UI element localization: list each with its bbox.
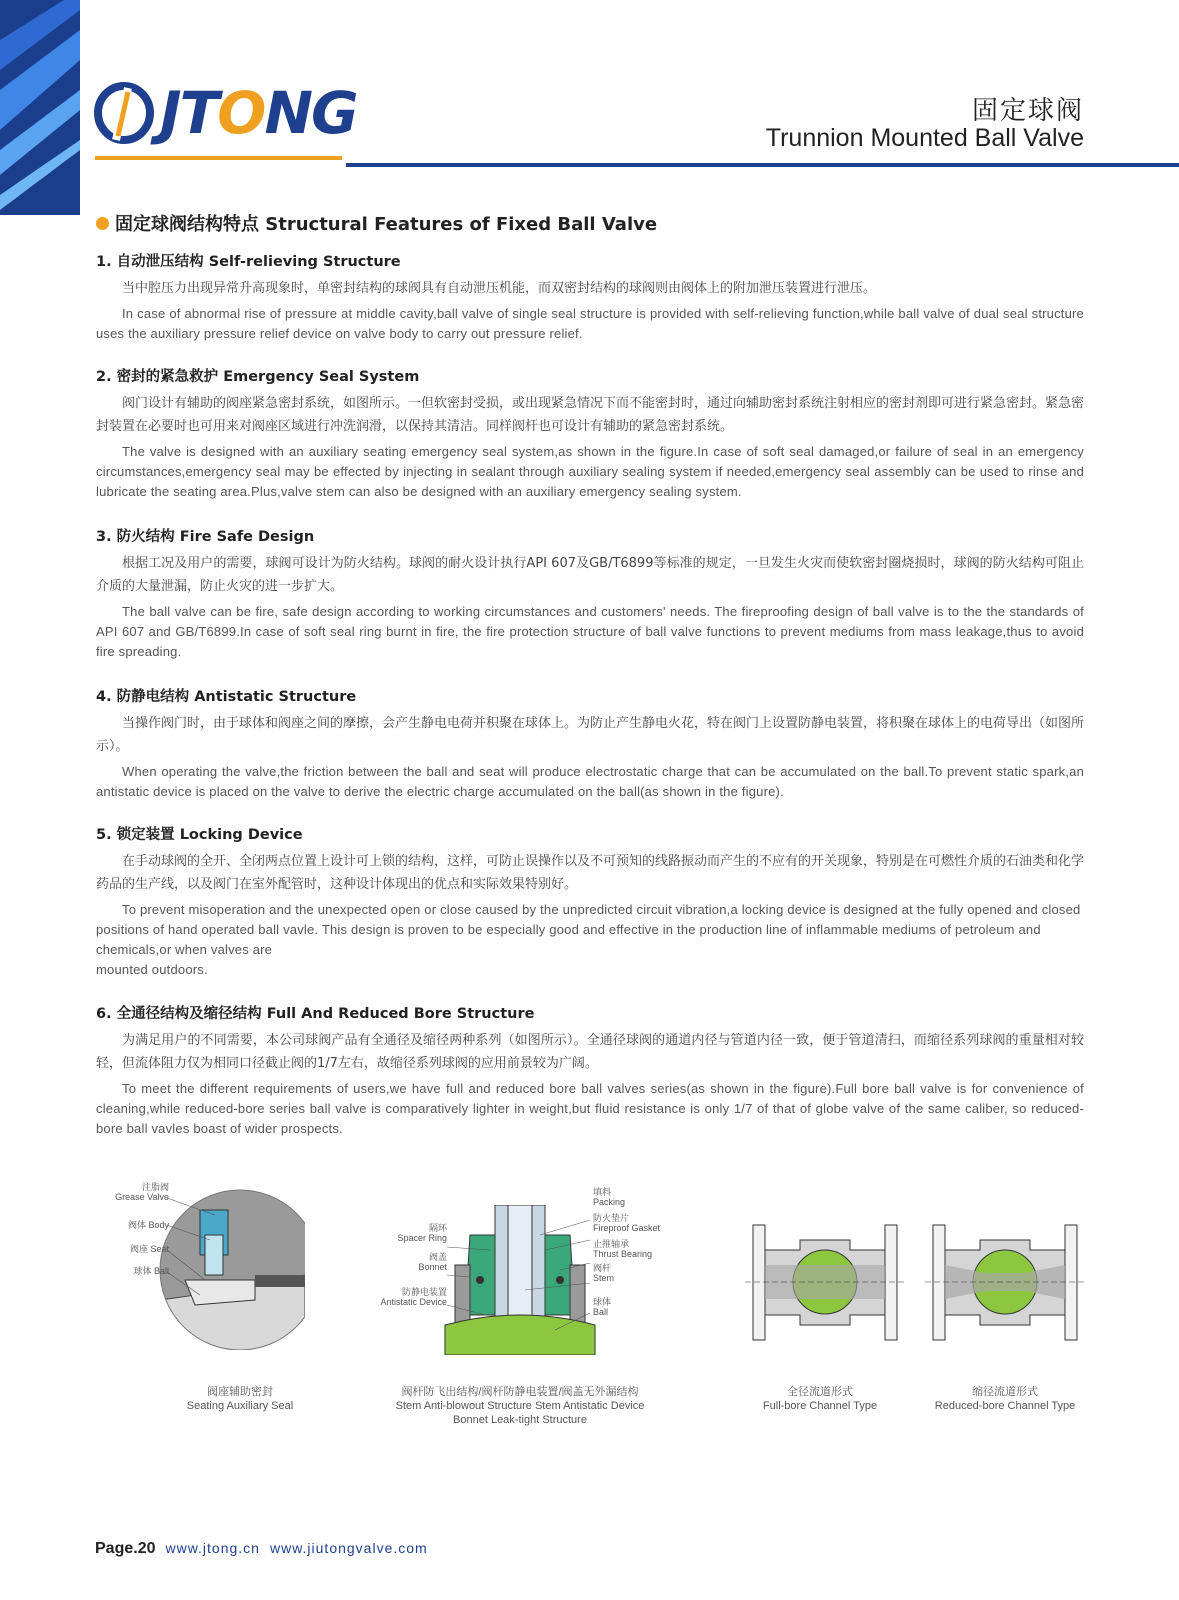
label-body: 阀体 Body — [127, 1220, 169, 1230]
section-text-cn: 阀门设计有辅助的阀座紧急密封系统，如图所示。一但软密封受损，或出现紧急情况下而不能密封时，通过向辅助密封系统注射相应的密封剂即可进行紧急密封。紧急密封装置在必要时也可用来对阀座区域进行冲洗润滑，以保持其清洁。同样阀杆也可设计有辅助的紧急密封系统。 — [96, 396, 1085, 434]
section-text-en: The ball valve can be fire, safe design according to working circumstances and customers' needs. The fireproofing design of ball valve is to the the standards of API 607 and GB/T6899.In case of soft seal ring burnt in fire, the fire protection structure of ball valve functions to prevent mediums from mass leakage,thus to avoid fire spreading. — [96, 604, 1084, 659]
figure-seat-seal — [105, 1180, 305, 1350]
main-heading — [96, 210, 657, 236]
label-thrust-bearing: 止推轴承 Thrust Bearing — [593, 1239, 653, 1259]
figure-stem-structure — [375, 1187, 685, 1355]
label-stem: 阀杆 Stem — [593, 1263, 615, 1283]
section-heading: 5. 锁定装置 Locking Device — [96, 827, 303, 843]
section-antistatic — [96, 685, 1084, 802]
caption-stem-structure: 阀杆防飞出结构/阀杆防静电装置/阀盖无外漏结构 Stem Anti-blowout Structure Stem Antistatic Device Bonnet Leak-tight Structure — [395, 1386, 645, 1426]
logo-icon — [94, 82, 154, 144]
section-text-cn: 当操作阀门时，由于球体和阀座之间的摩擦，会产生静电电荷并积聚在球体上。为防止产生静电火花，特在阀门上设置防静电装置，将积聚在球体上的电荷导出（如图所示）。 — [96, 716, 1085, 754]
section-text-cn: 在手动球阀的全开、全闭两点位置上设计可上锁的结构，这样，可防止误操作以及不可预知的线路振动而产生的不应有的开关现象，特别是在可燃性介质的石油类和化学药品的生产线，以及阀门在室外配管时，这种设计体现出的优点和实际效果特别好。 — [96, 854, 1085, 892]
corner-decoration — [0, 0, 80, 215]
label-packing: 填料 Packing — [593, 1187, 626, 1207]
main-heading-text: 固定球阀结构特点 Structural Features of Fixed Ball Valve — [115, 214, 658, 235]
brand-logo — [94, 78, 357, 148]
page-number: Page.20 — [95, 1540, 156, 1557]
figure-reduced-bore — [925, 1215, 1085, 1350]
section-self-relieving — [96, 250, 1084, 344]
section-text-en-tail: mounted outdoors. — [96, 962, 208, 977]
website-link-1[interactable]: www.jtong.cn — [165, 1540, 260, 1556]
section-heading: 4. 防静电结构 Antistatic Structure — [96, 689, 357, 705]
header-blue-rule — [346, 163, 1179, 167]
section-text-en: In case of abnormal rise of pressure at middle cavity,ball valve of single seal structure is provided with self-relieving function,while ball valve of dual seal structure uses the auxiliary pressure relief device on valve body to carry out pressure relief. — [96, 306, 1084, 341]
figure-full-bore — [745, 1215, 905, 1350]
label-fireproof-gasket: 防火垫片 Fireproof Gasket — [593, 1213, 661, 1233]
section-heading: 6. 全通径结构及缩径结构 Full And Reduced Bore Structure — [96, 1006, 535, 1022]
section-heading: 1. 自动泄压结构 Self-relieving Structure — [96, 254, 401, 270]
label-antistatic-device: 防静电装置 Antistatic Device — [380, 1287, 447, 1307]
label-ball: 球体 Ball — [133, 1266, 169, 1276]
header-orange-rule — [95, 156, 342, 160]
page-title-cn: 固定球阀 — [971, 96, 1084, 126]
section-text-en: To meet the different requirements of users,we have full and reduced bore ball valves series(as shown in the figure).Full bore ball valve is for convenience of cleaning,while reduced-bore series ball valve is comparatively lighter in weight,but fluid resistance is only 1/7 of that of globe valve of the same caliber, so reduced-bore ball vavles boast of wider prospects. — [96, 1081, 1084, 1136]
label-grease-valve: 注脂阀 Grease Valve — [115, 1182, 169, 1202]
website-link-2[interactable]: www.jiutongvalve.com — [269, 1540, 428, 1556]
label-bonnet: 阀盖 Bonnet — [418, 1252, 447, 1272]
caption-seat-seal: 阀座辅助密封 Seating Auxiliary Seal — [186, 1386, 294, 1412]
section-text-en: To prevent misoperation and the unexpected open or close caused by the unpredicted circuit vibration,a locking device is designed at the fully opened and closed positions of hand operated ball vavle. This design is proven to be especially good and effective in the production line of inflammable mediums of petroleum and chemicals,or when valves are — [96, 902, 1081, 957]
label-spacer-ring: 隔环 Spacer Ring — [397, 1223, 447, 1243]
section-bore-structure — [96, 1002, 1084, 1139]
section-fire-safe — [96, 525, 1084, 662]
footer — [95, 1540, 438, 1558]
caption-full-bore: 全径流道形式 Full-bore Channel Type — [762, 1386, 878, 1412]
bullet-icon — [96, 217, 109, 230]
section-text-cn: 根据工况及用户的需要，球阀可设计为防火结构。球阀的耐火设计执行API 607及GB/T6899等标准的规定，一旦发生火灾而使软密封圈烧损时，球阀的防火结构可阻止介质的大量泄漏，防止火灾的进一步扩大。 — [96, 556, 1084, 594]
section-text-en: When operating the valve,the friction between the ball and seat will produce electrostatic charge that can be accumulated on the ball.To prevent static spark,an antistatic device is placed on the valve to derive the electric charge accumulated on the ball(as shown in the figure). — [96, 764, 1084, 799]
brand-name: JTONG — [160, 79, 357, 147]
section-heading: 3. 防火结构 Fire Safe Design — [96, 529, 315, 545]
caption-reduced-bore: 缩径流道形式 Reduced-bore Channel Type — [934, 1386, 1076, 1412]
section-emergency-seal — [96, 365, 1084, 502]
section-text-en: The valve is designed with an auxiliary seating emergency seal system,as shown in the figure.In case of soft seal damaged,or failure of seal in an emergency circumstances,emergency seal may be effected by injecting in sealant through auxiliary sealing system if needed,emergency seal assembly can be used to rinse and lubricate the seating area.Plus,valve stem can also be designed with an auxiliary emergency sealing system. — [96, 444, 1084, 499]
section-heading: 2. 密封的紧急救护 Emergency Seal System — [96, 369, 420, 385]
label-seat: 阀座 Seat — [129, 1244, 169, 1254]
section-text-cn: 为满足用户的不同需要，本公司球阀产品有全通径及缩径两种系列（如图所示）。全通径球阀的通道内径与管道内径一致，便于管道清扫，而缩径系列球阀的重量相对较轻，但流体阻力仅为相同口径截止阀的1/7左右，故缩径系列球阀的应用前景较为广阔。 — [96, 1033, 1084, 1071]
section-locking-device — [96, 823, 1084, 980]
page-title-en: Trunnion Mounted Ball Valve — [765, 124, 1084, 152]
label-ball-stem: 球体 Ball — [593, 1297, 612, 1317]
section-text-cn: 当中腔压力出现异常升高现象时，单密封结构的球阀具有自动泄压机能，而双密封结构的球阀则由阀体上的附加泄压装置进行泄压。 — [122, 281, 877, 296]
